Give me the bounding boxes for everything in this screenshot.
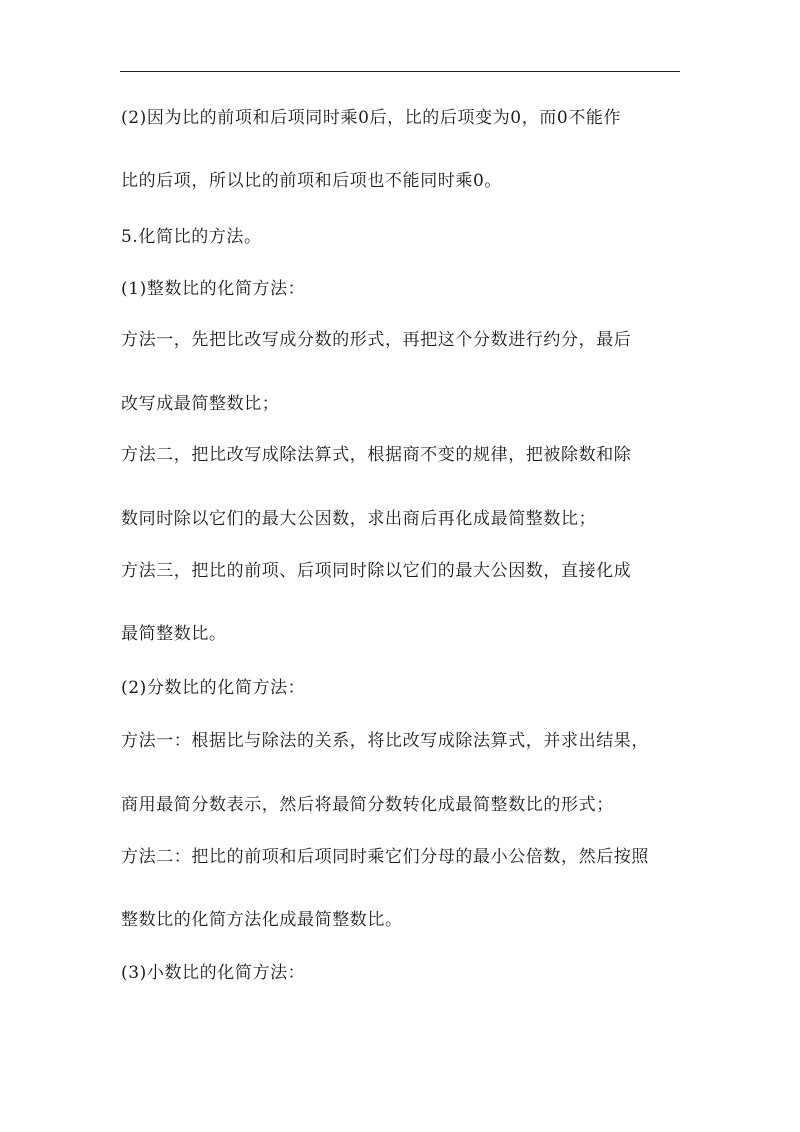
text-line: 方法一，先把比改写成分数的形式，再把这个分数进行约分，最后 <box>121 330 632 350</box>
text-line: (2)因为比的前项和后项同时乘0后，比的后项变为0，而0不能作 <box>121 108 622 128</box>
text-line: 最简整数比。 <box>121 624 227 644</box>
text-line: 商用最简分数表示，然后将最简分数转化成最简整数比的形式； <box>121 795 614 815</box>
text-line: 改写成最简整数比； <box>121 394 280 414</box>
text-line: 比的后项，所以比的前项和后项也不能同时乘0。 <box>121 171 503 191</box>
subsection-heading: (1)整数比的化简方法： <box>121 279 306 299</box>
section-heading: 5.化简比的方法。 <box>121 227 262 247</box>
text-line: 数同时除以它们的最大公因数，求出商后再化成最简整数比； <box>121 509 597 529</box>
subsection-heading: (3)小数比的化简方法： <box>121 963 306 983</box>
header-rule <box>120 71 680 72</box>
subsection-heading: (2)分数比的化简方法： <box>121 678 306 698</box>
text-line: 方法二：把比的前项和后项同时乘它们分母的最小公倍数，然后按照 <box>121 847 649 867</box>
text-line: 整数比的化简方法化成最简整数比。 <box>121 910 403 930</box>
text-line: 方法二，把比改写成除法算式，根据商不变的规律，把被除数和除 <box>121 445 632 465</box>
text-line: 方法三，把比的前项、后项同时除以它们的最大公因数，直接化成 <box>121 561 632 581</box>
text-line: 方法一：根据比与除法的关系，将比改写成除法算式，并求出结果， <box>121 731 649 751</box>
